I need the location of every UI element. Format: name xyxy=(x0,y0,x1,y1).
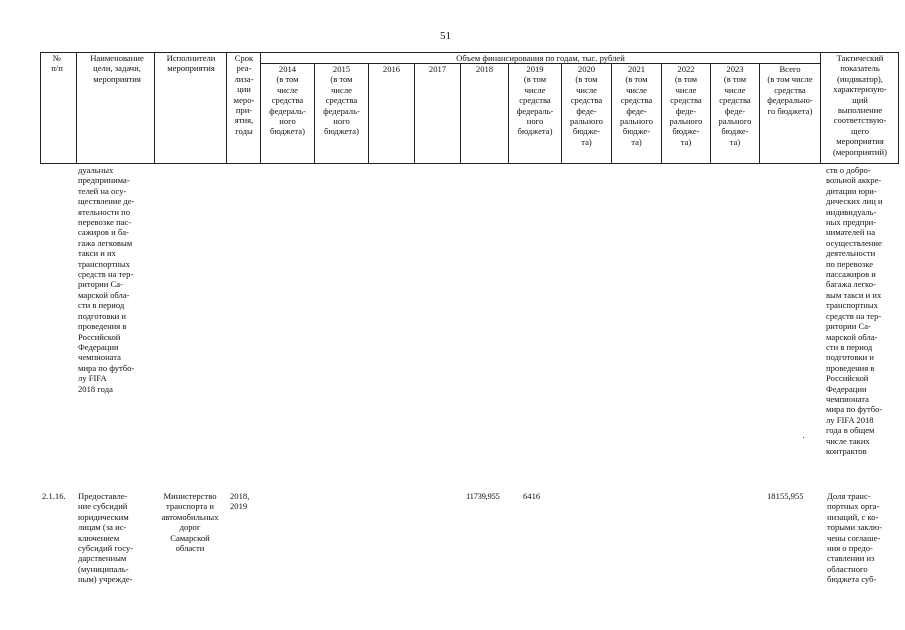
row-executor: Министерство транспорта и автомобильных дорог Самарской области xyxy=(161,491,219,554)
grid-vline xyxy=(414,63,415,164)
row-number: 2.1.16. xyxy=(42,491,66,501)
grid-vline xyxy=(40,52,41,164)
grid-vline xyxy=(611,63,612,164)
continued-name-cell: дуальных предпринима- телей на осу- ществление де- ятельности по перевозке пас- сажиров и ба- гажа легковым такси и их транспортных средств на тер- ритории Са- марской обла- сти в период подготовки и проведения в Российской Федерации чемпионата мира по футбо- лу FIFA 2018 года xyxy=(78,165,135,394)
year-2016-header: 2016 xyxy=(382,64,401,74)
row-total: 18155,955 xyxy=(767,491,804,501)
grid-vline xyxy=(820,52,821,164)
grid-vline xyxy=(710,63,711,164)
total-header: Всего (в том числе средства федерально- го бюджета) xyxy=(767,64,813,116)
grid-line-top xyxy=(40,52,899,53)
year-2019-header: 2019 (в том числе средства федераль- ного бюджета) xyxy=(516,64,554,137)
year-2015-header: 2015 (в том числе средства федераль- ного бюджета) xyxy=(323,64,360,137)
year-2021-header: 2021 (в том числе средства феде- рального бюдже- та) xyxy=(620,64,653,147)
grid-vline xyxy=(226,52,227,164)
row-value-2019: 6416 xyxy=(523,491,541,501)
year-2020-header: 2020 (в том числе средства феде- рального бюдже- та) xyxy=(570,64,603,147)
funding-header: Объем финансирования по годам, тыс. рублей xyxy=(456,53,625,63)
continued-indicator-cell: ств о добро- вольной аккре- дитации юри- дических лиц и индивидуаль- ных предпри- нимателей на осуществление деятельности по перевозке пассажиров и багажа легко- вым такси и их транспортных средств на тер- ритории Са- марской обла- сти в период подготовки и проведения в Российской Федерации чемпионата мира по футбо- лу FIFA 2018 года в общем числе таких контрактов xyxy=(826,165,883,456)
year-2022-header: 2022 (в том числе средства феде- рального бюдже- та) xyxy=(669,64,703,147)
col-number-header: № п/п xyxy=(51,53,63,74)
year-2023-header: 2023 (в том числе средства феде- рального бюдже- та) xyxy=(718,64,752,147)
scan-speck xyxy=(803,437,804,438)
year-2014-header: 2014 (в том числе средства федераль- ного бюджета) xyxy=(269,64,306,137)
grid-line-funding xyxy=(261,63,820,64)
page-number: 51 xyxy=(440,30,451,42)
grid-vline xyxy=(76,52,77,164)
grid-vline xyxy=(561,63,562,164)
col-name-header: Наименование цели, задачи, мероприятия xyxy=(90,53,144,84)
grid-vline xyxy=(759,63,760,164)
grid-vline xyxy=(154,52,155,164)
col-executors-header: Исполнители мероприятия xyxy=(166,53,216,74)
row-term: 2018, 2019 xyxy=(230,491,250,512)
grid-vline xyxy=(314,63,315,164)
row-indicator: Доля транс- портных орга- низаций, с ко- торыми заклю- чены соглаше- ния о предо- ставлении из областного бюджета суб- xyxy=(827,491,883,585)
grid-vline xyxy=(368,63,369,164)
grid-vline xyxy=(898,52,899,164)
grid-vline xyxy=(661,63,662,164)
year-2017-header: 2017 xyxy=(428,64,447,74)
grid-vline xyxy=(460,63,461,164)
grid-line-header-bottom xyxy=(40,163,899,164)
grid-vline xyxy=(508,63,509,164)
row-value-2018: 11739,955 xyxy=(466,491,500,501)
grid-vline xyxy=(260,52,261,164)
indicator-header: Тактический показатель (индикатор), характеризую- щий выполнение соответствую- щего мероприятия (мероприятий) xyxy=(833,53,887,157)
row-name: Предоставле- ние субсидий юридическим лицам (за ис- ключением субсидий госу- дарственным (муниципаль- ным) учрежде- xyxy=(78,491,134,585)
year-2018-header: 2018 xyxy=(475,64,494,74)
col-term-header: Срок реа- лиза- ции меро- при- ятия, годы xyxy=(233,53,255,136)
